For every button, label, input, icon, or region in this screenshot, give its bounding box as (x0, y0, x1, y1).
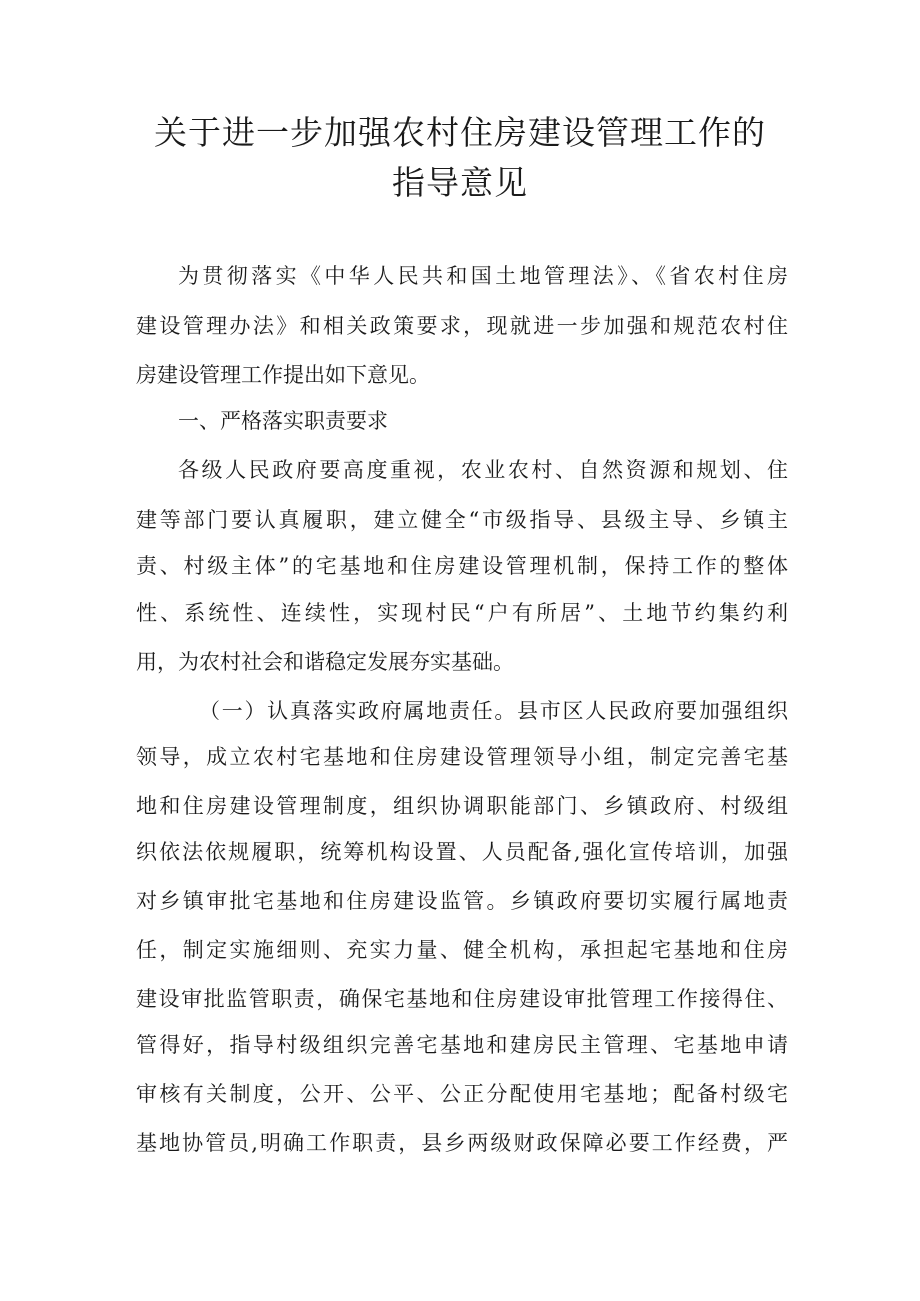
paragraph-line: 用，为农村社会和谐稳定发展夯实基础。 (136, 650, 514, 674)
paragraph-line: 房建设管理工作提出如下意见。 (136, 363, 430, 387)
document-title-line-2: 指导意见 (392, 163, 528, 202)
paragraph-line: 织依法依规履职，统筹机构设置、人员配备,强化宣传培训，加强 (136, 840, 788, 864)
paragraph-line: 地和住房建设管理制度，组织协调职能部门、乡镇政府、村级组 (136, 794, 788, 818)
paragraph-line: 领导，成立农村宅基地和住房建设管理领导小组，制定完善宅基 (136, 745, 788, 769)
paragraph-line: （一）认真落实政府属地责任。县市区人民政府要加强组织 (199, 699, 788, 723)
paragraph-line: 建设管理办法》和相关政策要求，现就进一步加强和规范农村住 (136, 314, 788, 338)
paragraph-line: 为贯彻落实《中华人民共和国土地管理法》、《省农村住房 (178, 264, 788, 288)
paragraph-line: 任，制定实施细则、充实力量、健全机构，承担起宅基地和住房 (136, 938, 788, 962)
paragraph-line: 性、系统性、连续性，实现村民“户有所居”、土地节约集约利 (136, 601, 788, 625)
paragraph-line: 对乡镇审批宅基地和住房建设监管。乡镇政府要切实履行属地责 (136, 889, 788, 913)
paragraph-line: 各级人民政府要高度重视，农业农村、自然资源和规划、住 (178, 458, 788, 482)
paragraph-line: 建等部门要认真履职，建立健全“市级指导、县级主导、乡镇主 (136, 508, 788, 532)
paragraph-line: 责、村级主体”的宅基地和住房建设管理机制，保持工作的整体 (136, 554, 788, 578)
section-heading: 一、严格落实职责要求 (178, 409, 388, 433)
paragraph-line: 基地协管员,明确工作职责，县乡两级财政保障必要工作经费，严 (136, 1131, 788, 1155)
document-title-line-1: 关于进一步加强农村住房建设管理工作的 (154, 113, 766, 152)
paragraph-line: 审核有关制度，公开、公平、公正分配使用宅基地；配备村级宅 (136, 1082, 788, 1106)
paragraph-line: 建设审批监管职责，确保宅基地和住房建设审批管理工作接得住、 (136, 987, 788, 1011)
paragraph-line: 管得好，指导村级组织完善宅基地和建房民主管理、宅基地申请 (136, 1033, 788, 1057)
